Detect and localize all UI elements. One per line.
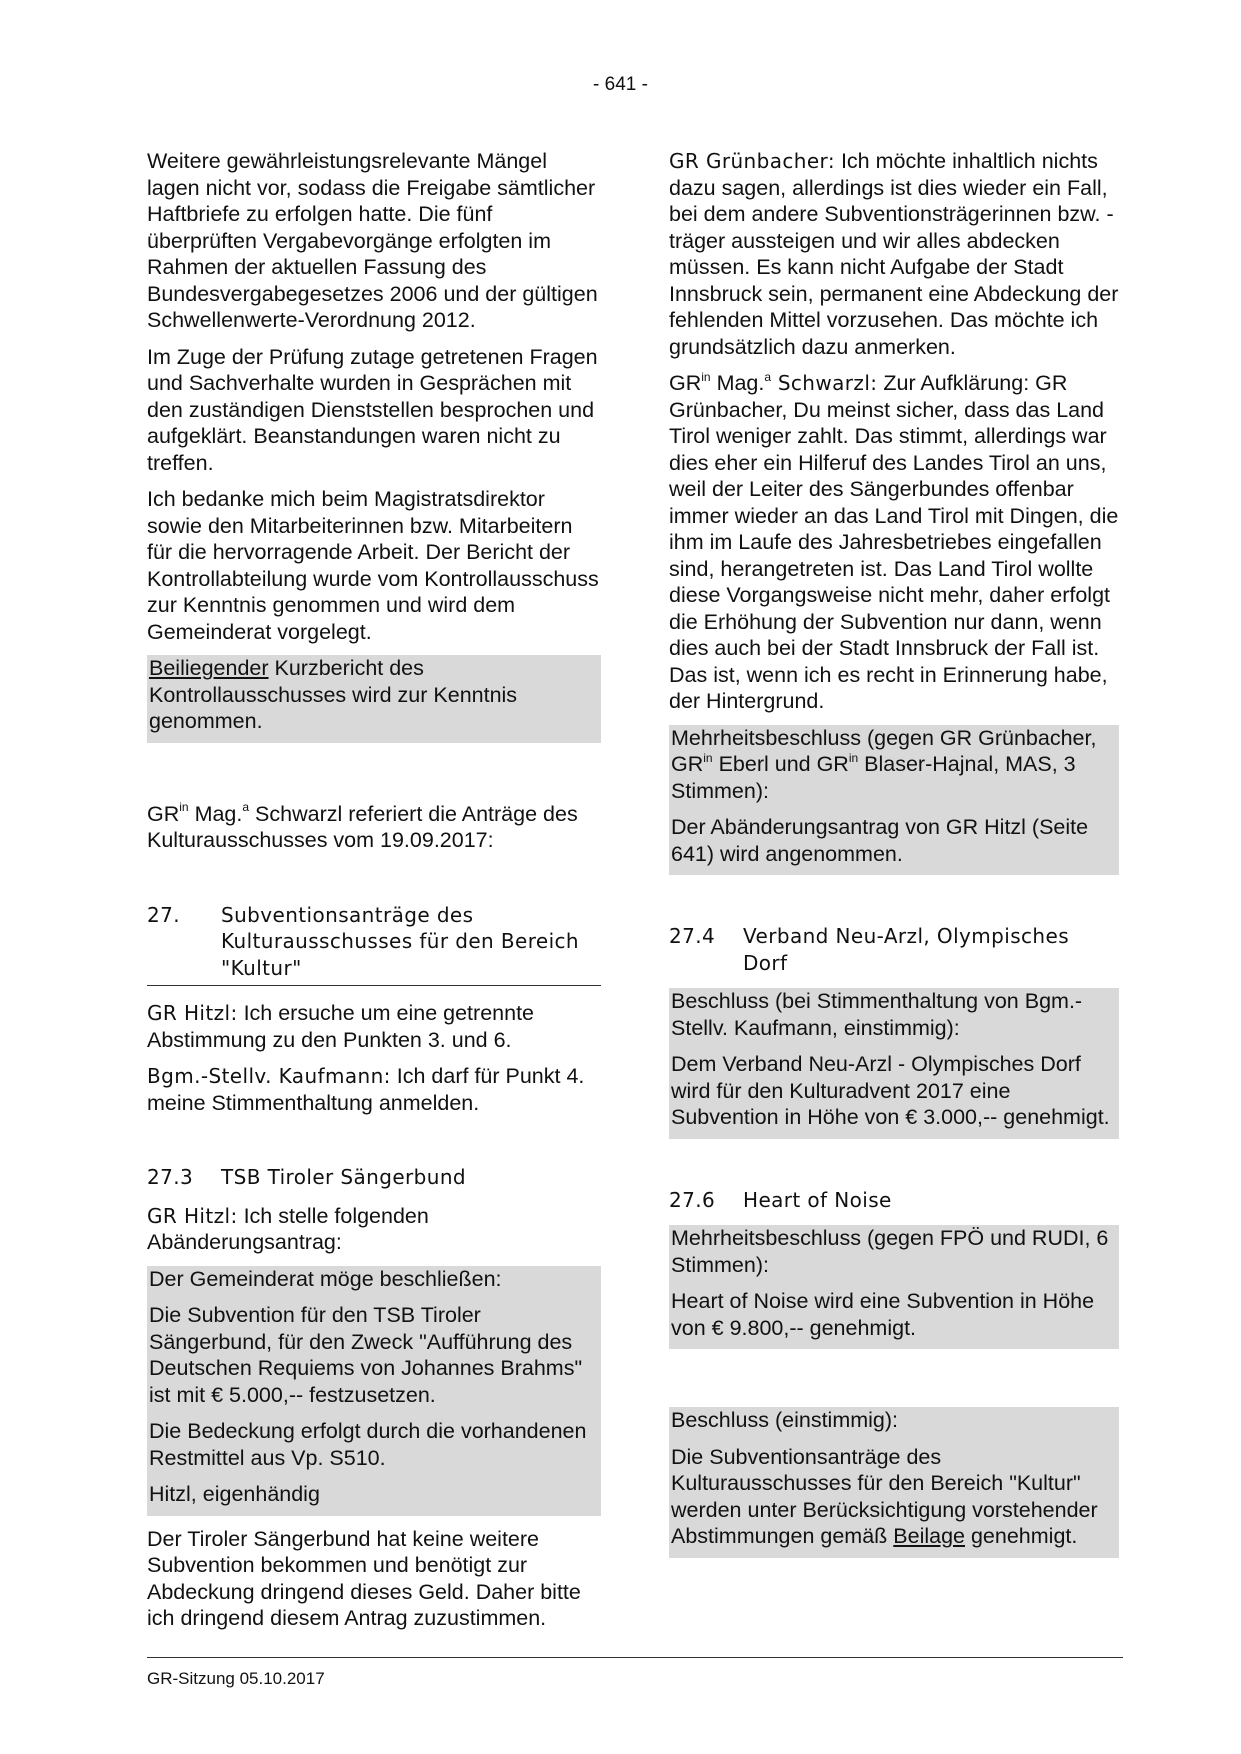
speech: GR Hitzl: Ich ersuche um eine getrennte Abstimmung zu den Punkten 3. und 6. [147,1001,534,1052]
paragraph: Ich bedanke mich beim Magistratsdirektor sowie den Mitarbeiterinnen bzw. Mitarbeitern für die hervorragende Arbeit. Der Bericht der Kontrollabteilung wurde vom Kontrollausschuss zur Kenntnis genommen und wird dem Gemeinderat vorgelegt. [147,487,599,644]
resolution-box: Beschluss (einstimmig): Die Subventionsanträge des Kulturausschusses für den Bereich "Kultur" werden unter Berücksichtigung vorstehender Abstimmungen gemäß Beilage genehmigt. [669,1407,1119,1558]
speaker-name: GR Hitzl: [147,1203,238,1228]
resolution-box: Mehrheitsbeschluss (gegen FPÖ und RUDI, 6 Stimmen): Heart of Noise wird eine Subvention in Höhe von € 9.800,-- genehmigt. [669,1225,1119,1349]
paragraph: Im Zuge der Prüfung zutage getretenen Fragen und Sachverhalte wurden in Gesprächen mit den zuständigen Dienststellen besprochen und aufgeklärt. Beanstandungen waren nicht zu treffen. [147,344,598,475]
page-number: - 641 - [593,74,648,95]
resolution-box [147,655,601,743]
agenda-item-27-3-heading: 27.3 TSB Tiroler Sängerbund [147,1165,467,1189]
speaker-name: GR Hitzl: [147,1001,238,1025]
agenda-item-27-heading [147,902,601,987]
speaker-intro: $GR^{in}$ Mag.$^a$ Schwarzl referiert die Anträge des Kulturausschusses vom 19.09.2017: [147,800,578,852]
speaker-name: Schwarzl: [771,371,878,395]
left-column [147,148,601,1642]
footer-session-date: GR-Sitzung 05.10.2017 [147,1669,325,1688]
attachment-link[interactable]: Beilage [893,1524,965,1548]
agenda-item-number: 27. [147,902,181,927]
agenda-item-27-6-heading: 27.6 Heart of Noise [669,1187,892,1212]
paragraph: Weitere gewährleistungsrelevante Mängel lagen nicht vor, sodass die Freigabe sämtlicher Haftbriefe zu erfolgen hatte. Die fünf überprüften Vergabevorgänge erfolgten im Rahmen der aktuellen Fassung des Bundesvergabegesetzes 2006 und der gültigen Schwellenwerte-Verordnung 2012. [147,149,598,332]
motion-box: Der Gemeinderat möge beschließen: Die Subvention für den TSB Tiroler Sängerbund, für den Zweck "Aufführung des Deutschen Requiems von Johannes Brahms" ist mit € 5.000,-- festzusetzen. Die Bedeckung erfolgt durch die vorhandenen Restmittel aus Vp. S510. Hitzl, eigenhändig [147,1266,601,1516]
agenda-item-27-4-heading: 27.4 Verband Neu-Arzl, Olympisches Dorf [669,924,1070,975]
speech: GR Hitzl: Ich stelle folgenden Abänderungsantrag: [147,1203,429,1254]
paragraph: Der Tiroler Sängerbund hat keine weitere Subvention bekommen und benötigt zur Abdeckung dringend dieses Geld. Daher bitte ich dringend diesem Antrag zuzustimmen. [147,1526,581,1630]
speaker-name: Bgm.-Stellv. Kaufmann: [147,1064,391,1088]
resolution-box: Beschluss (bei Stimmenthaltung von Bgm.-Stellv. Kaufmann, einstimmig): Dem Verband Neu-Arzl - Olympisches Dorf wird für den Kulturadvent 2017 eine Subvention in Höhe von € 3.000,-- genehmigt. [669,988,1119,1139]
resolution-text: Beiliegender Kurzbericht des Kontrollausschusses wird zur Kenntnis genommen. [149,656,518,733]
speech: Bgm.-Stellv. Kaufmann: Ich darf für Punkt 4. meine Stimmenthaltung anmelden. [147,1064,585,1115]
attachment-link[interactable]: Beiliegender [149,656,269,680]
right-column [669,148,1119,1568]
speech: $GR^{in}$ Mag.$^a$ Schwarzl: Zur Aufklärung: GR Grünbacher, Du meinst sicher, dass das Land Tirol weniger zahlt. Das stimmt, allerdings war dies eher ein Hilferuf des Landes Tirol an uns, weil der Leiter des Sängerbundes offenbar immer wieder an das Land Tirol mit Dingen, die ihm im Laufe des Jahresbetriebes eingefallen sind, herangetreten ist. Das Land Tirol wollte diese Vorgangsweise nicht mehr, daher erfolgt die Erhöhung der Subvention nur dann, wenn dies auch bei der Stadt Innsbruck der Fall ist. Das ist, wenn ich es recht in Erinnerung habe, der Hintergrund. [669,369,1119,713]
speaker-name: GR Grünbacher: [669,149,835,173]
agenda-item-title: Subventionsanträge des Kulturausschusses für den Bereich "Kultur" [221,902,580,980]
footer-rule [147,1657,1123,1658]
resolution-box: Mehrheitsbeschluss (gegen GR Grünbacher, $GR^{in}$ Eberl und $GR^{in}$ Blaser-Hajnal, MAS, 3 Stimmen): Der Abänderungsantrag von GR Hitzl (Seite 641) wird angenommen. [669,725,1119,876]
speech: GR Grünbacher: Ich möchte inhaltlich nichts dazu sagen, allerdings ist dies wieder ein Fall, bei dem andere Subventionsträgerinnen bzw. -träger aussteigen und wir alles abdecken müssen. Es kann nicht Aufgabe der Stadt Innsbruck sein, permanent eine Abdeckung der fehlenden Mittel vorzusehen. Das möchte ich grundsätzlich dazu anmerken. [669,149,1119,359]
